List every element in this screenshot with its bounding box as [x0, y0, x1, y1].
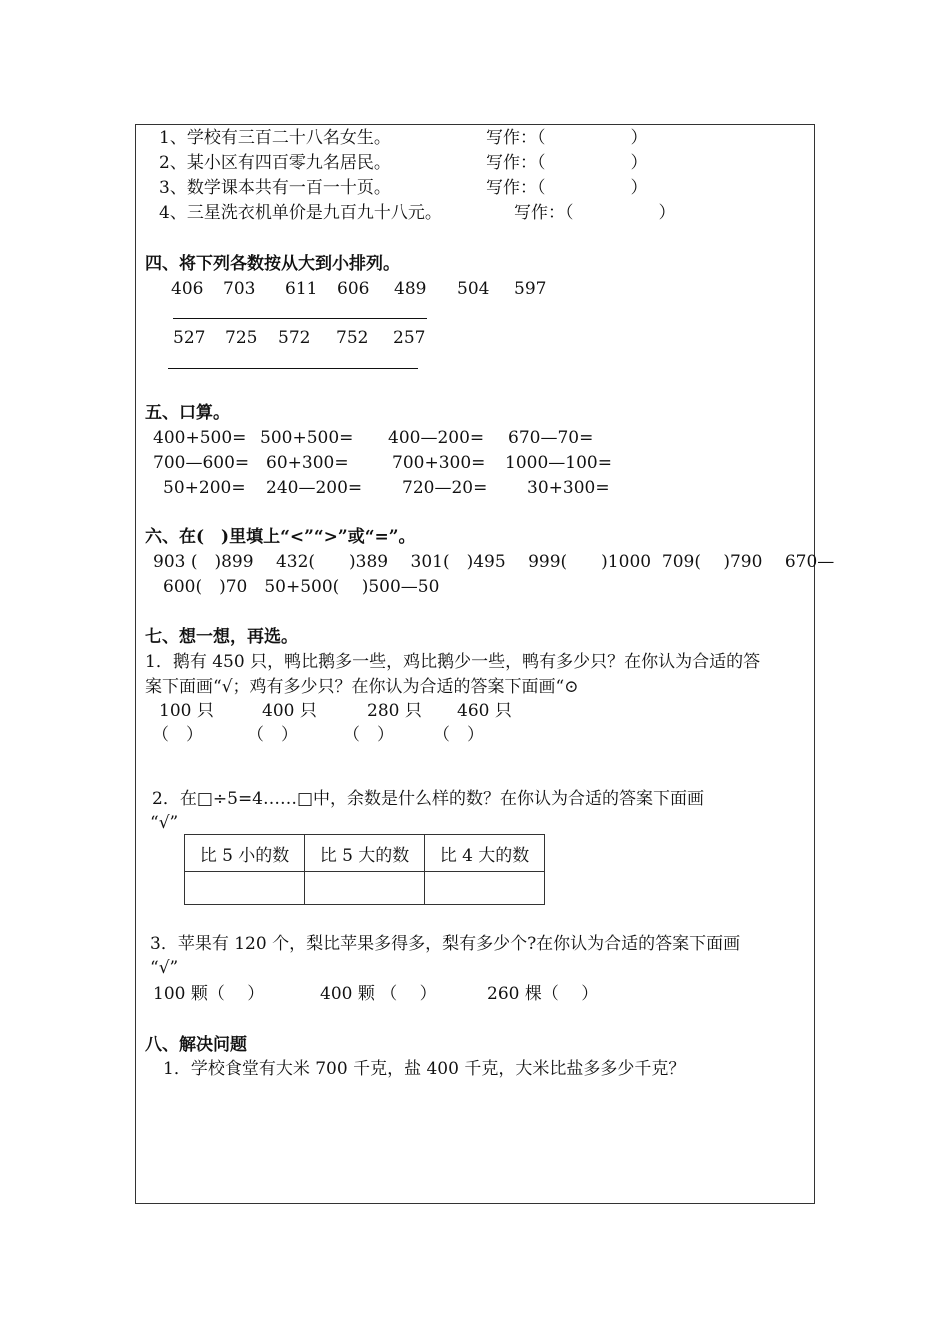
- calc-1-4: 670—70=: [508, 428, 594, 448]
- write-item-3: 3、数学课本共有一百一十页。: [159, 178, 391, 198]
- write-item-1-answer: 写作：（ ）: [486, 128, 648, 148]
- answer-cell[interactable]: [425, 872, 545, 905]
- calc-3-3: 720—20=: [402, 478, 488, 498]
- answer-line-2: [168, 368, 418, 369]
- q3-option-2: 400 颗 （ ）: [320, 984, 437, 1004]
- write-item-1: 1、学校有三百二十八名女生。: [159, 128, 391, 148]
- write-item-2: 2、某小区有四百零九名居民。: [159, 153, 391, 173]
- write-item-4: 4、三星洗衣机单价是九百九十八元。: [159, 203, 442, 223]
- row1-num-5: 489: [394, 279, 427, 299]
- q3-line-1: 3．苹果有 120 个，梨比苹果多得多，梨有多少个?在你认为合适的答案下面画: [150, 934, 741, 954]
- calc-3-2: 240—200=: [266, 478, 363, 498]
- q1-blank-4[interactable]: （ ）: [433, 725, 484, 745]
- row2-num-3: 572: [278, 328, 311, 348]
- write-item-4-answer: 写作：（ ）: [514, 203, 676, 223]
- write-item-2-answer: 写作：（ ）: [486, 153, 648, 173]
- q1-option-4: 460 只: [457, 701, 512, 721]
- section4-title: 四、将下列各数按从大到小排列。: [145, 254, 400, 274]
- q3-option-3: 260 棵（ ）: [487, 984, 599, 1004]
- calc-1-1: 400+500=: [153, 428, 247, 448]
- table-header-cell: 比 5 大的数: [305, 835, 425, 872]
- row2-num-5: 257: [393, 328, 426, 348]
- q1-blank-3[interactable]: （ ）: [343, 725, 394, 745]
- row1-num-6: 504: [457, 279, 490, 299]
- row1-num-7: 597: [514, 279, 547, 299]
- calc-2-4: 1000—100=: [505, 453, 612, 473]
- row1-num-3: 611: [285, 279, 318, 299]
- q1-blank-2[interactable]: （ ）: [247, 725, 298, 745]
- calc-2-2: 60+300=: [266, 453, 349, 473]
- q1-option-3: 280 只: [367, 701, 422, 721]
- compare-line-2: 600( )70 50+500( )500—50: [163, 577, 440, 597]
- row1-num-1: 406: [171, 279, 204, 299]
- q1-blank-1[interactable]: （ ）: [152, 725, 203, 745]
- q2-line-1: 2．在□÷5=4……□中，余数是什么样的数？在你认为合适的答案下面画: [152, 789, 705, 809]
- row2-num-2: 725: [225, 328, 258, 348]
- calc-2-1: 700—600=: [153, 453, 250, 473]
- calc-3-4: 30+300=: [527, 478, 610, 498]
- answer-line-1: [173, 318, 427, 319]
- row1-num-4: 606: [337, 279, 370, 299]
- calc-2-3: 700+300=: [392, 453, 486, 473]
- calc-1-2: 500+500=: [260, 428, 354, 448]
- table-header-cell: 比 5 小的数: [185, 835, 305, 872]
- row2-num-1: 527: [173, 328, 206, 348]
- remainder-options-table: [184, 834, 545, 905]
- q3-line-2: “√”: [150, 958, 179, 978]
- row2-num-4: 752: [336, 328, 369, 348]
- q1-option-1: 100 只: [159, 701, 214, 721]
- calc-1-3: 400—200=: [388, 428, 485, 448]
- section6-title: 六、在( )里填上“<”“>”或“=”。: [145, 527, 416, 547]
- section7-title: 七、想一想，再选。: [145, 627, 298, 647]
- compare-line-1: 903 ( )899 432( )389 301( )495 999( )1000 709( )790 670—: [153, 552, 835, 572]
- table-header-cell: 比 4 大的数: [425, 835, 545, 872]
- q1-option-2: 400 只: [262, 701, 317, 721]
- calc-3-1: 50+200=: [163, 478, 246, 498]
- row1-num-2: 703: [223, 279, 256, 299]
- write-item-3-answer: 写作：（ ）: [486, 178, 648, 198]
- answer-cell[interactable]: [305, 872, 425, 905]
- q2-line-2: “√”: [150, 813, 179, 833]
- problem-1: 1．学校食堂有大米 700 千克，盐 400 千克，大米比盐多多少千克？: [163, 1059, 686, 1079]
- section5-title: 五、口算。: [145, 403, 230, 423]
- q1-line-2: 案下面画“√；鸡有多少只？在你认为合适的答案下面画“⊙: [145, 677, 579, 697]
- q3-option-1: 100 颗（ ）: [153, 984, 265, 1004]
- q1-line-1: 1．鹅有 450 只，鸭比鹅多一些，鸡比鹅少一些，鸭有多少只？在你认为合适的答: [145, 652, 761, 672]
- section8-title: 八、解决问题: [145, 1035, 247, 1055]
- answer-cell[interactable]: [185, 872, 305, 905]
